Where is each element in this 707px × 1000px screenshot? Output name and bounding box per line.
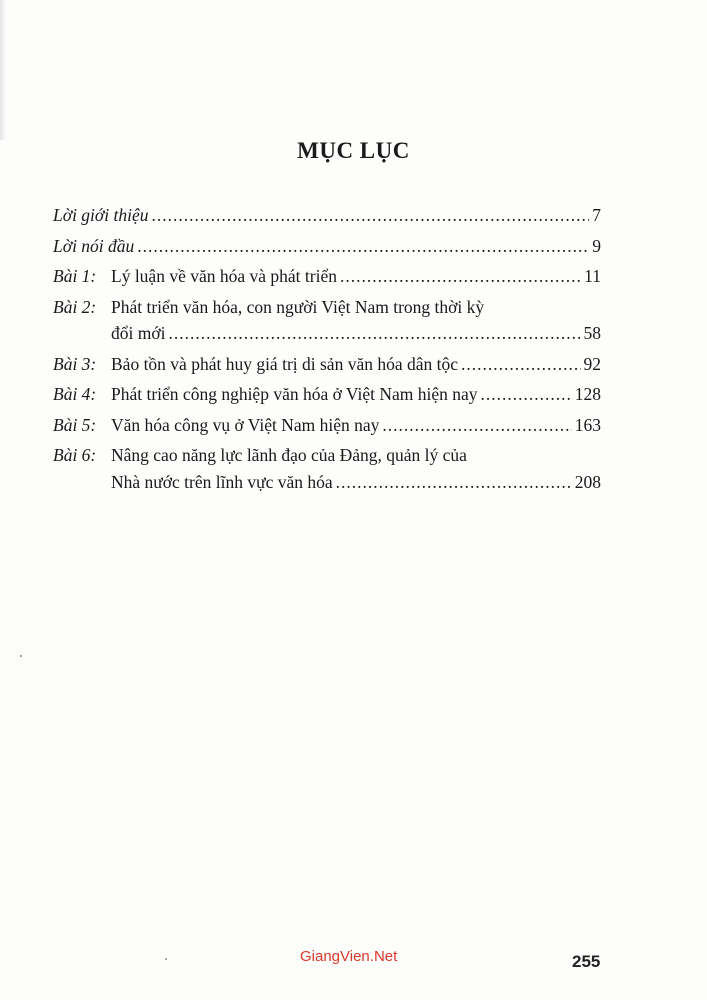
toc-entry-lesson-4[interactable] bbox=[53, 381, 601, 408]
lesson-number: Bài 2: bbox=[53, 296, 97, 317]
toc-page-number: 11 bbox=[584, 266, 601, 286]
dot-leader bbox=[461, 351, 580, 378]
dot-leader bbox=[481, 381, 572, 408]
dot-leader bbox=[137, 233, 589, 260]
toc-page-number: 92 bbox=[583, 353, 601, 374]
toc-entry-label: Lời nói đầu bbox=[53, 235, 135, 256]
toc-page-number: 58 bbox=[583, 323, 601, 343]
scan-speck bbox=[165, 958, 167, 960]
page-number: 255 bbox=[572, 952, 601, 971]
toc-entry-lesson-3[interactable] bbox=[53, 351, 601, 378]
page-edge-shadow bbox=[0, 0, 6, 140]
toc-entry-lesson-2[interactable] bbox=[53, 294, 601, 347]
dot-leader bbox=[340, 263, 581, 290]
lesson-number: Bài 6: bbox=[53, 445, 97, 465]
toc-title: MỤC LỤC bbox=[297, 138, 410, 163]
lesson-title: Văn hóa công vụ ở Việt Nam hiện nay bbox=[111, 414, 380, 435]
toc-entry-lesson-1[interactable] bbox=[53, 263, 601, 290]
dot-leader bbox=[382, 412, 571, 439]
scan-speck bbox=[20, 655, 22, 657]
toc-page-number: 9 bbox=[592, 235, 601, 256]
toc-entry-label: Lời giới thiệu bbox=[53, 205, 149, 225]
lesson-title: Lý luận về văn hóa và phát triển bbox=[111, 266, 337, 286]
lesson-number: Bài 5: bbox=[53, 414, 97, 435]
toc-page-number: 163 bbox=[574, 414, 601, 435]
toc-page-number: 128 bbox=[574, 384, 601, 404]
lesson-title: Bảo tồn và phát huy giá trị di sản văn hóa dân tộc bbox=[111, 353, 459, 374]
dot-leader bbox=[168, 320, 580, 347]
toc-entry-foreword[interactable] bbox=[53, 233, 601, 260]
dot-leader bbox=[152, 202, 590, 229]
lesson-title: Nâng cao năng lực lãnh đạo của Đảng, quản lý của bbox=[111, 445, 467, 465]
dot-leader bbox=[336, 469, 572, 496]
lesson-number: Bài 3: bbox=[53, 353, 97, 374]
lesson-number: Bài 1: bbox=[53, 266, 97, 286]
table-of-contents bbox=[53, 202, 601, 499]
lesson-title: Phát triển văn hóa, con người Việt Nam trong thời kỳ bbox=[111, 296, 485, 317]
toc-page-number: 208 bbox=[574, 471, 601, 492]
lesson-title-continued: đổi mới bbox=[111, 323, 166, 343]
watermark-text: GiangVien.Net bbox=[300, 948, 398, 965]
lesson-title-continued: Nhà nước trên lĩnh vực văn hóa bbox=[111, 471, 333, 492]
toc-entry-introduction[interactable] bbox=[53, 202, 601, 229]
lesson-title: Phát triển công nghiệp văn hóa ở Việt Nam hiện nay bbox=[111, 384, 478, 404]
toc-entry-lesson-5[interactable] bbox=[53, 412, 601, 439]
lesson-number: Bài 4: bbox=[53, 384, 97, 404]
toc-entry-lesson-6[interactable] bbox=[53, 442, 601, 495]
toc-page-number: 7 bbox=[592, 205, 601, 225]
